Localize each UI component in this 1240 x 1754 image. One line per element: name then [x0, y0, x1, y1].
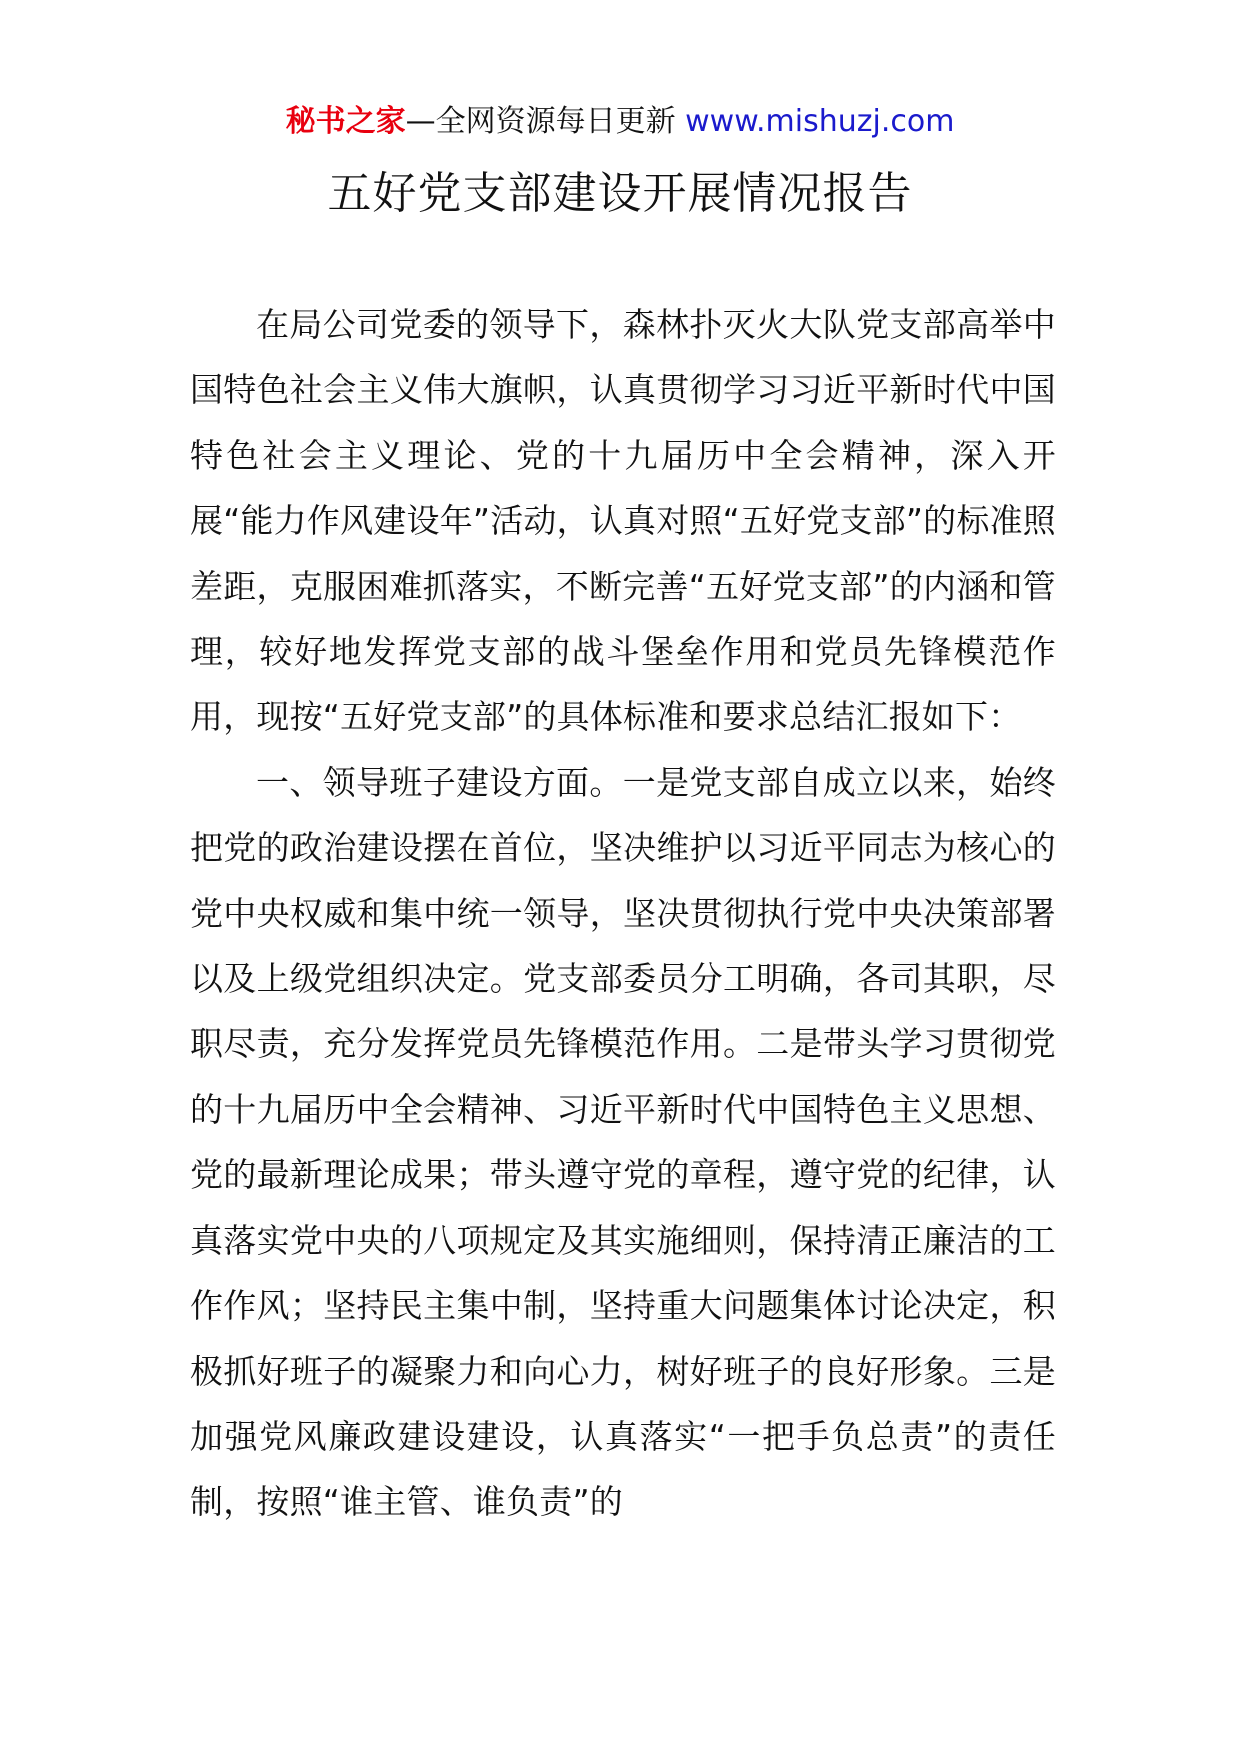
header-slogan: —全网资源每日更新: [405, 104, 676, 139]
paragraph-intro: 在局公司党委的领导下，森林扑灭火大队党支部高举中国特色社会主义伟大旗帜，认真贯彻学习习近平新时代中国特色社会主义理论、党的十九届历中全会精神，深入开展“能力作风建设年”活动，认真对照“五好党支部”的标准照差距，克服困难抓落实，不断完善“五好党支部”的内涵和管理，较好地发挥党支部的战斗堡垒作用和党员先锋模范作用，现按“五好党支部”的具体标准和要求总结汇报如下：: [190, 305, 1056, 737]
paragraph-leadership: 一、领导班子建设方面。一是党支部自成立以来，始终把党的政治建设摆在首位，坚决维护以习近平同志为核心的党中央权威和集中统一领导，坚决贯彻执行党中央决策部署以及上级党组织决定。党支部委员分工明确，各司其职，尽职尽责，充分发挥党员先锋模范作用。二是带头学习贯彻党的十九届历中全会精神、习近平新时代中国特色主义思想、党的最新理论成果；带头遵守党的章程，遵守党的纪律，认真落实党中央的八项规定及其实施细则，保持清正廉洁的工作作风；坚持民主集中制，坚持重大问题集体讨论决定，积极抓好班子的凝聚力和向心力，树好班子的良好形象。三是加强党风廉政建设建设，认真落实“一把手负总责”的责任制，按照“谁主管、谁负责”的: [190, 762, 1056, 1522]
document-body: [190, 292, 1056, 1535]
brand-name: 秘书之家: [285, 104, 406, 139]
site-url-link[interactable]: www.mishuzj.com: [685, 104, 955, 139]
site-header: [0, 100, 1240, 144]
document-title: 五好党支部建设开展情况报告: [327, 168, 913, 219]
